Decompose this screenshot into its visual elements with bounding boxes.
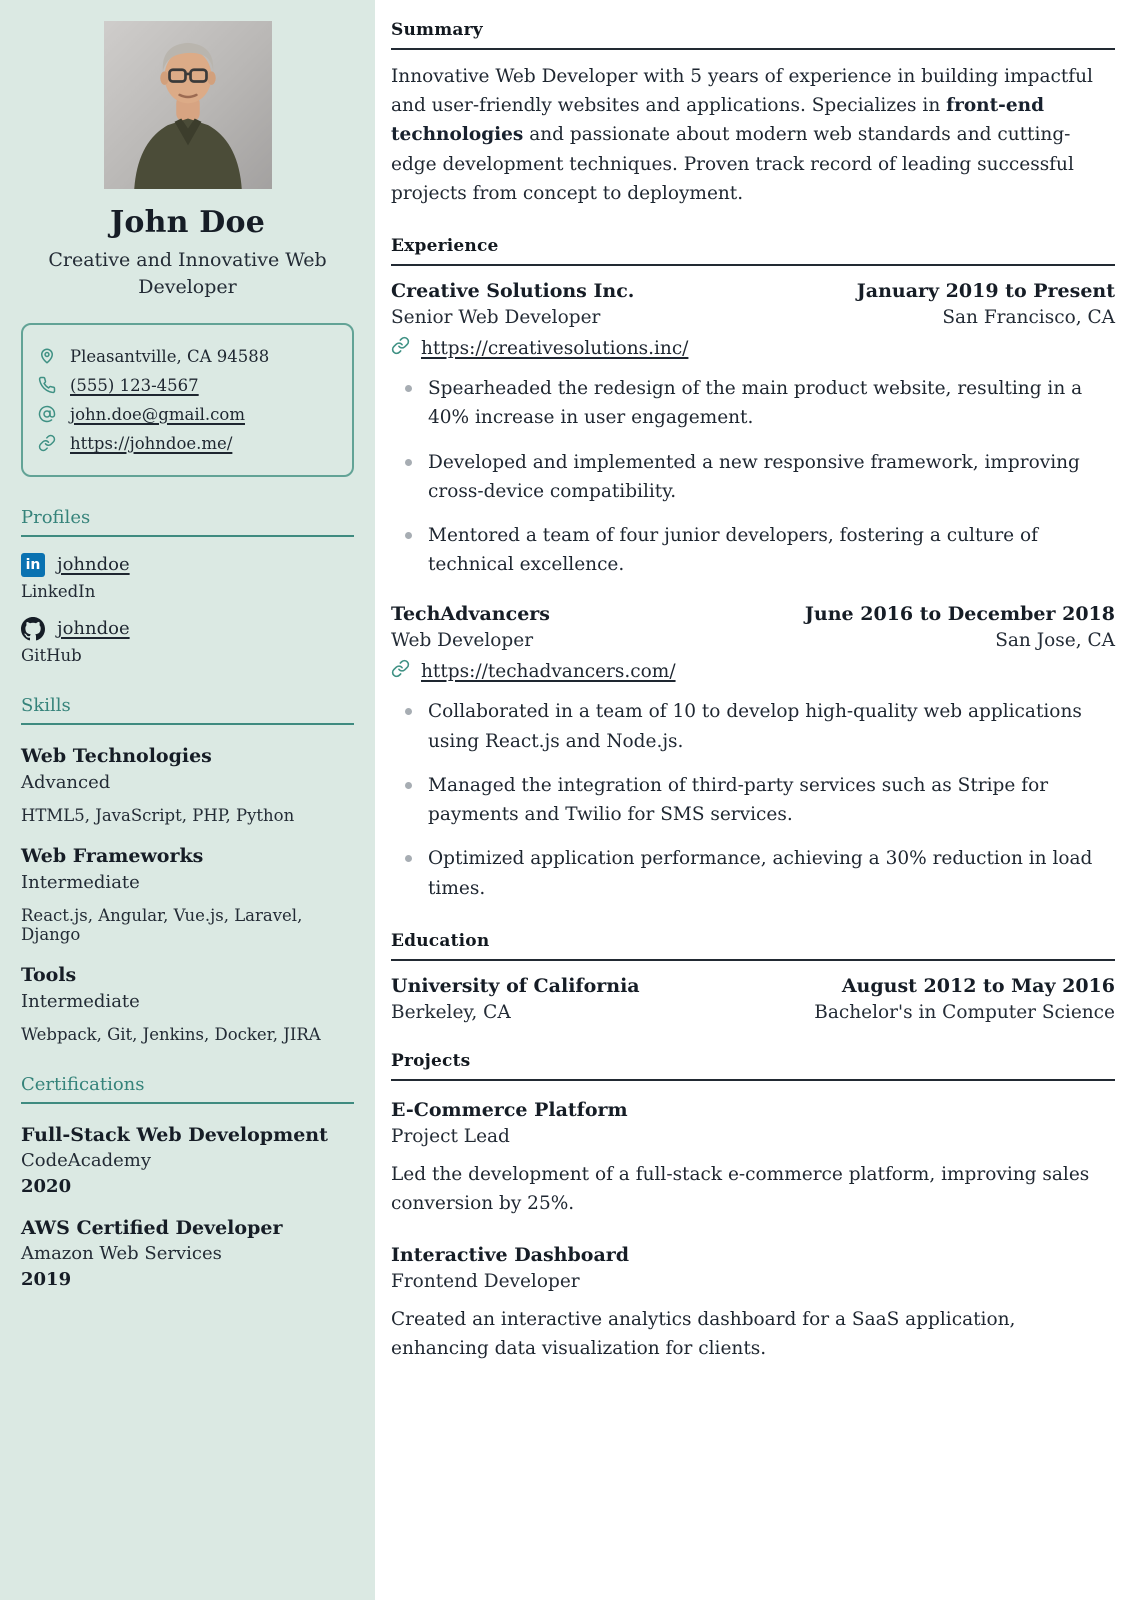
job-bullet: Optimized application performance, achieving a 30% reduction in load times. — [428, 844, 1115, 902]
profile-photo — [104, 21, 272, 189]
skill-level: Intermediate — [21, 871, 140, 893]
contact-email — [38, 405, 337, 424]
certifications-heading: Certifications — [21, 1074, 354, 1104]
email-link[interactable]: john.doe@gmail.com — [70, 404, 245, 424]
skill-keywords: Webpack, Git, Jenkins, Docker, JIRA — [21, 1024, 321, 1044]
skill-keywords: HTML5, JavaScript, PHP, Python — [21, 805, 295, 825]
summary-heading: Summary — [391, 20, 1115, 50]
linkedin-icon: in — [21, 553, 45, 577]
job-location: San Jose, CA — [995, 630, 1115, 652]
certification-issuer: CodeAcademy — [21, 1149, 152, 1171]
contact-phone — [38, 376, 337, 395]
job-bullet-list — [391, 374, 1115, 579]
job-bullet: Managed the integration of third-party services such as Stripe for payments and Twilio for SMS services. — [428, 771, 1115, 829]
contact-location-text: Pleasantville, CA 94588 — [70, 346, 270, 366]
summary-section — [391, 20, 1115, 208]
projects-section — [391, 1051, 1115, 1364]
certification-item — [21, 1124, 354, 1197]
github-icon — [21, 617, 45, 641]
summary-text-bold: front-end technologies — [391, 95, 1045, 146]
skill-keywords: React.js, Angular, Vue.js, Laravel, Django — [21, 905, 303, 944]
job-bullet-list — [391, 697, 1115, 902]
github-username-link[interactable]: johndoe — [57, 618, 130, 640]
education-dates: August 2012 to May 2016 — [841, 974, 1115, 997]
link-icon — [391, 336, 410, 360]
phone-icon — [38, 376, 56, 394]
job-entry — [391, 280, 1115, 579]
certification-issuer: Amazon Web Services — [21, 1242, 222, 1264]
summary-text-before: Innovative Web Developer with 5 years of experience in building impactful and user-friendly websites and applications. Specializes in — [391, 66, 1093, 117]
job-entry — [391, 603, 1115, 902]
link-icon — [38, 434, 56, 452]
project-description: Created an interactive analytics dashboard for a SaaS application, enhancing data visualization for clients. — [391, 1309, 1016, 1360]
certification-name: Full-Stack Web Development — [21, 1123, 328, 1146]
skill-item — [21, 745, 354, 825]
job-url-link[interactable]: https://techadvancers.com/ — [421, 660, 676, 682]
project-role: Project Lead — [391, 1125, 510, 1147]
education-section — [391, 931, 1115, 1023]
project-entry — [391, 1099, 1115, 1218]
job-role: Web Developer — [391, 630, 534, 652]
contact-card — [21, 323, 354, 477]
education-degree: Bachelor's in Computer Science — [814, 1001, 1115, 1023]
job-url-link[interactable]: https://creativesolutions.inc/ — [421, 337, 689, 359]
certification-year: 2019 — [21, 1268, 72, 1290]
project-role: Frontend Developer — [391, 1271, 580, 1293]
education-school: University of California — [391, 974, 640, 997]
skill-name: Tools — [21, 963, 77, 986]
profile-linkedin — [21, 553, 354, 601]
certification-item — [21, 1217, 354, 1290]
education-location: Berkeley, CA — [391, 1001, 511, 1023]
skill-level: Advanced — [21, 771, 111, 793]
job-role: Senior Web Developer — [391, 307, 601, 329]
job-dates: January 2019 to Present — [856, 280, 1115, 303]
summary-text — [391, 62, 1115, 208]
certification-name: AWS Certified Developer — [21, 1216, 283, 1239]
experience-heading: Experience — [391, 236, 1115, 266]
job-dates: June 2016 to December 2018 — [804, 603, 1115, 626]
map-pin-icon — [38, 347, 56, 365]
linkedin-username-link[interactable]: johndoe — [57, 554, 130, 576]
linkedin-network-label: LinkedIn — [21, 581, 96, 601]
link-icon — [391, 659, 410, 683]
sidebar — [0, 0, 375, 1600]
phone-link[interactable]: (555) 123-4567 — [70, 375, 199, 395]
project-description: Led the development of a full-stack e-commerce platform, improving sales conversion by 25%. — [391, 1163, 1090, 1214]
person-name: John Doe — [110, 205, 265, 240]
contact-website — [38, 434, 337, 453]
contact-location — [38, 347, 337, 366]
at-sign-icon — [38, 405, 56, 423]
skill-name: Web Technologies — [21, 744, 212, 767]
website-link[interactable]: https://johndoe.me/ — [70, 433, 233, 453]
skills-heading: Skills — [21, 695, 354, 725]
profile-photo-illustration — [104, 21, 272, 189]
project-name: Interactive Dashboard — [391, 1244, 630, 1267]
main-content — [375, 0, 1133, 1600]
projects-heading: Projects — [391, 1051, 1115, 1081]
project-entry — [391, 1244, 1115, 1363]
experience-section — [391, 236, 1115, 903]
github-network-label: GitHub — [21, 645, 82, 665]
job-location: San Francisco, CA — [942, 307, 1115, 329]
job-bullet: Spearheaded the redesign of the main product website, resulting in a 40% increase in user engagement. — [428, 374, 1115, 432]
summary-text-after: and passionate about modern web standards and cutting-edge development techniques. Proven track record of leading successful projects from concept to deployment. — [391, 124, 1074, 204]
certification-year: 2020 — [21, 1175, 72, 1197]
job-bullet: Developed and implemented a new responsive framework, improving cross-device compatibility. — [428, 448, 1115, 506]
skill-level: Intermediate — [21, 990, 140, 1012]
job-bullet: Mentored a team of four junior developers, fostering a culture of technical excellence. — [428, 521, 1115, 579]
job-company: TechAdvancers — [391, 603, 550, 626]
education-entry — [391, 975, 1115, 1023]
skill-item — [21, 845, 354, 944]
skill-name: Web Frameworks — [21, 844, 204, 867]
education-heading: Education — [391, 931, 1115, 961]
job-company: Creative Solutions Inc. — [391, 280, 635, 303]
project-name: E-Commerce Platform — [391, 1098, 628, 1121]
job-bullet: Collaborated in a team of 10 to develop high-quality web applications using React.js and Node.js. — [428, 697, 1115, 755]
profile-github — [21, 617, 354, 665]
person-title: Creative and Innovative Web Developer — [48, 249, 327, 298]
skill-item — [21, 964, 354, 1044]
profiles-heading: Profiles — [21, 507, 354, 537]
